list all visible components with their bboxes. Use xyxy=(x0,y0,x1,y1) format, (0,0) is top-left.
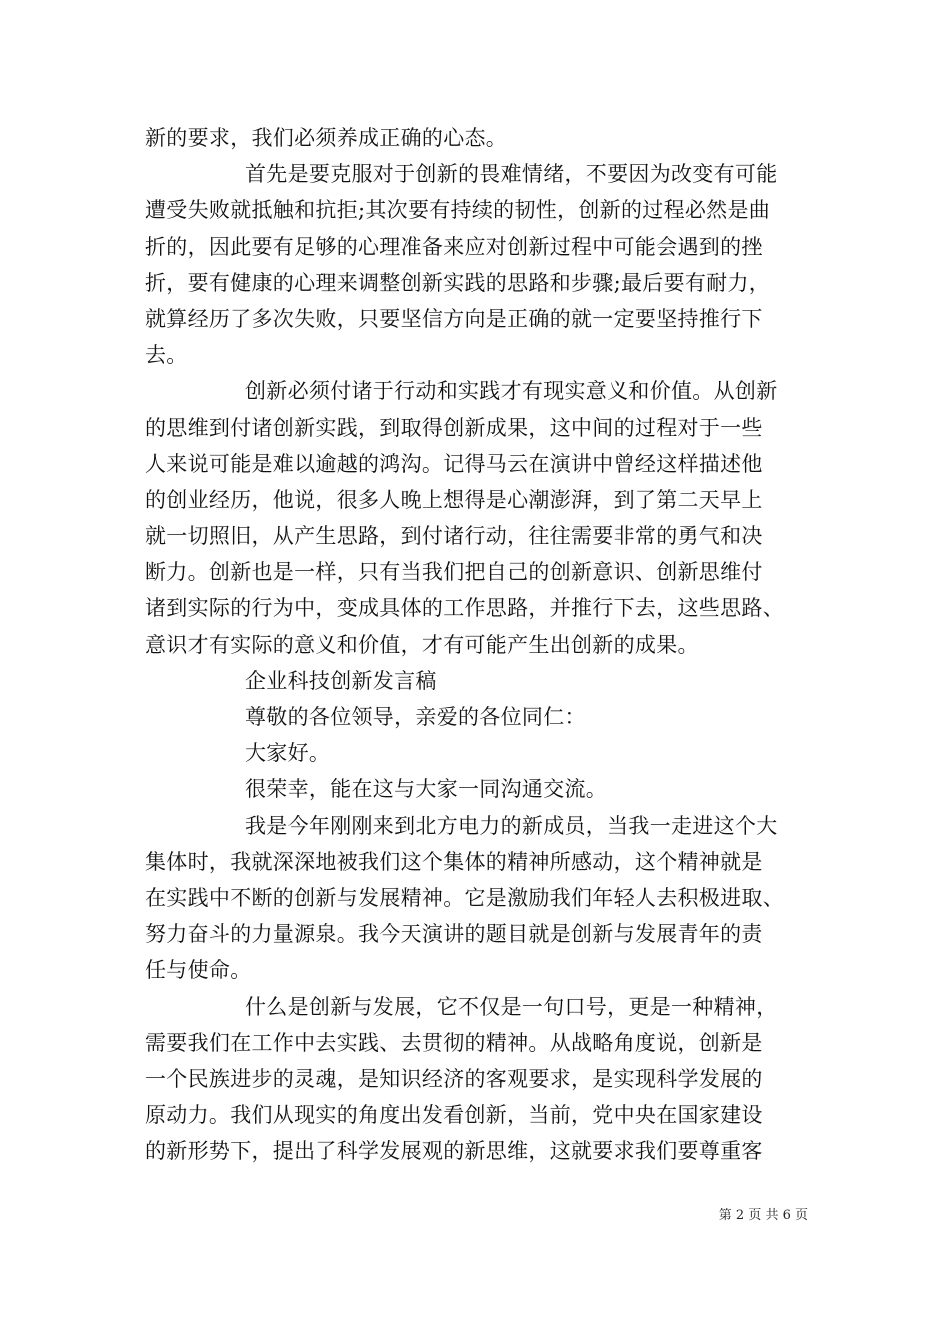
text-line: 任与使命。 xyxy=(145,958,252,983)
text-line: 意识才有实际的意义和价值，才有可能产生出创新的成果。 xyxy=(145,632,699,657)
text-line: 人来说可能是难以逾越的鸿沟。记得马云在演讲中曾经这样描述他 xyxy=(145,451,763,476)
text-line: 努力奋斗的力量源泉。我今天演讲的题目就是创新与发展青年的责 xyxy=(145,922,763,947)
text-line: 的新形势下，提出了科学发展观的新思维，这就要求我们要尊重客 xyxy=(145,1139,763,1164)
text-line: 我是今年刚刚来到北方电力的新成员，当我一走进这个大 xyxy=(245,813,778,838)
text-line: 一个民族进步的灵魂，是知识经济的客观要求，是实现科学发展的 xyxy=(145,1066,763,1091)
text-line: 首先是要克服对于创新的畏难情绪，不要因为改变有可能 xyxy=(245,162,778,187)
text-line: 折的，因此要有足够的心理准备来应对创新过程中可能会遇到的挫 xyxy=(145,234,763,259)
text-line: 就一切照旧，从产生思路，到付诸行动，往往需要非常的勇气和决 xyxy=(145,524,763,549)
text-line: 新的要求，我们必须养成正确的心态。 xyxy=(145,126,508,150)
text-line: 断力。创新也是一样，只有当我们把自己的创新意识、创新思维付 xyxy=(145,560,763,585)
text-line: 什么是创新与发展，它不仅是一句口号，更是一种精神， xyxy=(245,994,778,1019)
text-line: 的创业经历，他说，很多人晚上想得是心潮澎湃，到了第二天早上 xyxy=(145,487,763,512)
body-text xyxy=(145,120,810,1169)
text-line: 企业科技创新发言稿 xyxy=(245,668,437,693)
text-line: 在实践中不断的创新与发展精神。它是激励我们年轻人去积极进取、 xyxy=(145,885,784,910)
text-line: 遭受失败就抵触和抗拒;其次要有持续的韧性，创新的过程必然是曲 xyxy=(145,198,771,223)
text-line: 就算经历了多次失败，只要坚信方向是正确的就一定要坚持推行下 xyxy=(145,306,763,331)
text-line: 诸到实际的行为中，变成具体的工作思路，并推行下去，这些思路、 xyxy=(145,596,784,621)
text-line: 大家好。 xyxy=(245,741,331,766)
text-line: 创新必须付诸于行动和实践才有现实意义和价值。从创新 xyxy=(245,379,778,404)
text-line: 去。 xyxy=(145,343,188,368)
page-number-footer: 第 2 页 共 6 页 xyxy=(718,1208,808,1223)
text-line: 原动力。我们从现实的角度出发看创新，当前，党中央在国家建设 xyxy=(145,1103,763,1128)
text-line: 尊敬的各位领导，亲爱的各位同仁： xyxy=(245,705,586,729)
text-line: 的思维到付诸创新实践，到取得创新成果，这中间的过程对于一些 xyxy=(145,415,763,440)
text-line: 很荣幸，能在这与大家一同沟通交流。 xyxy=(245,777,608,802)
text-line: 折，要有健康的心理来调整创新实践的思路和步骤;最后要有耐力， xyxy=(145,270,771,295)
text-line: 集体时，我就深深地被我们这个集体的精神所感动，这个精神就是 xyxy=(145,849,763,874)
text-line: 需要我们在工作中去实践、去贯彻的精神。从战略角度说，创新是 xyxy=(145,1030,763,1055)
